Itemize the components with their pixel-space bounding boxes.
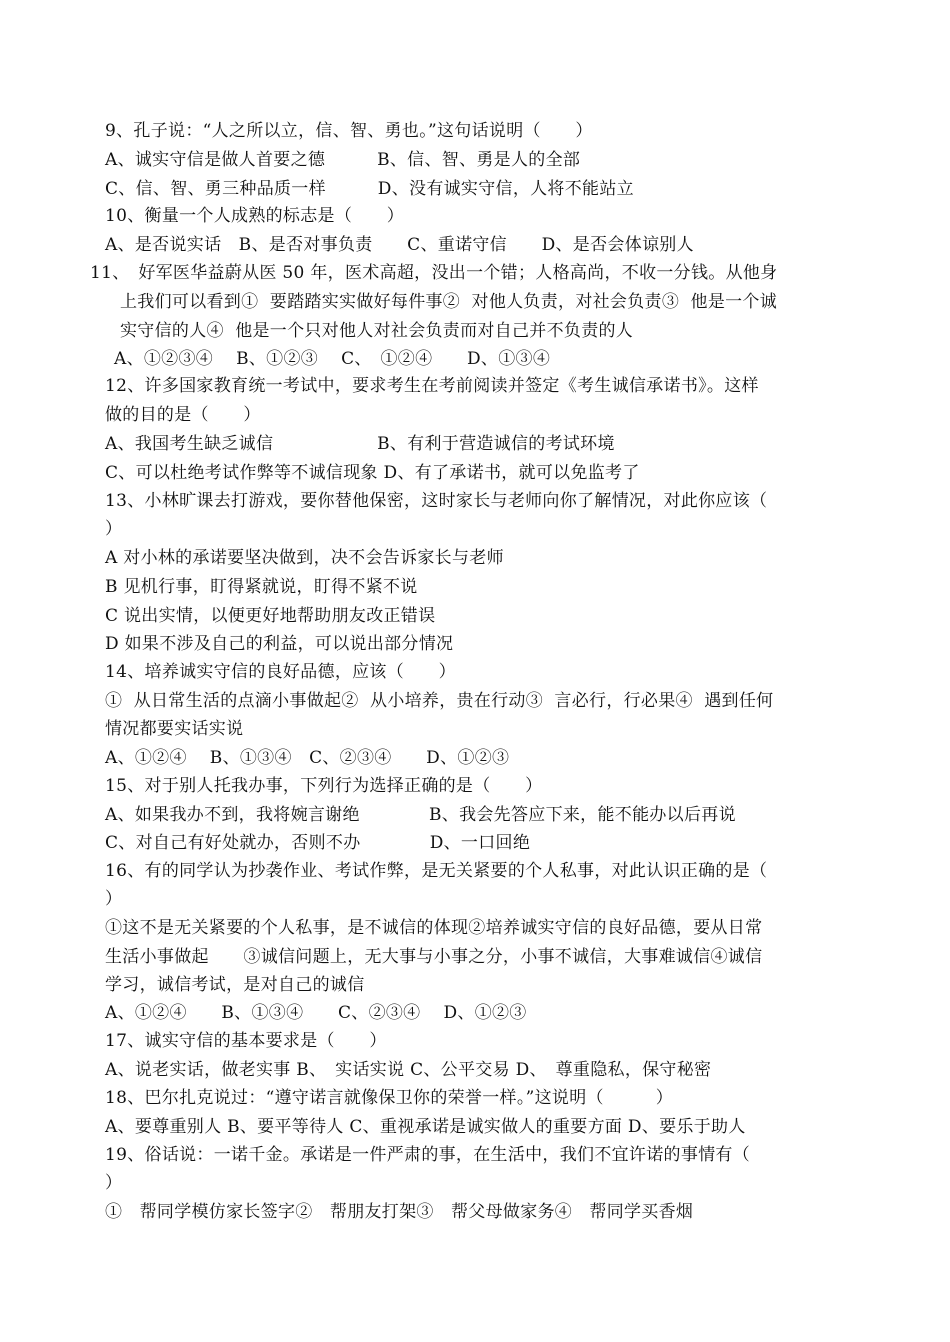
question-16-stem-line1: 16、有的同学认为抄袭作业、考试作弊，是无关紧要的个人私事，对此认识正确的是（ bbox=[105, 861, 768, 881]
question-13-option-c: C 说出实情，以便更好地帮助朋友改正错误 bbox=[105, 606, 436, 626]
question-19-stem-line2: ） bbox=[105, 1173, 123, 1193]
question-9-options-ab: A、诚实守信是做人首要之德 B、信、智、勇是人的全部 bbox=[105, 150, 581, 170]
question-17-options: A、说老实话，做老实事 B、 实话实说 C、公平交易 D、 尊重隐私，保守秘密 bbox=[105, 1060, 712, 1080]
question-11-stem-line3: 实守信的人④ 他是一个只对他人对社会负责而对自己并不负责的人 bbox=[120, 321, 634, 341]
question-16-stem-line2: ） bbox=[105, 889, 123, 909]
question-14-items-line2: 情况都要实话实说 bbox=[105, 719, 244, 739]
question-9-options-cd: C、信、智、勇三种品质一样 D、没有诚实守信，人将不能站立 bbox=[105, 179, 634, 199]
question-18-options: A、要尊重别人 B、要平等待人 C、重视承诺是诚实做人的重要方面 D、要乐于助人 bbox=[105, 1117, 746, 1137]
question-11-options: A、①②③④ B、①②③ C、 ①②④ D、①③④ bbox=[114, 349, 551, 369]
question-16-items-line2: 生活小事做起 ③诚信问题上，无大事与小事之分，小事不诚信，大事难诚信④诚信 bbox=[105, 947, 763, 967]
question-17-stem: 17、诚实守信的基本要求是（ ） bbox=[105, 1031, 387, 1051]
question-15-options-ab: A、如果我办不到，我将婉言谢绝 B、我会先答应下来，能不能办以后再说 bbox=[105, 805, 736, 825]
question-18-stem: 18、巴尔扎克说过：“遵守诺言就像保卫你的荣誉一样。”这说明（ ） bbox=[105, 1088, 674, 1108]
question-16-items-line1: ①这不是无关紧要的个人私事，是不诚信的体现②培养诚实守信的良好品德，要从日常 bbox=[105, 918, 763, 938]
question-16-items-line3: 学习，诚信考试，是对自己的诚信 bbox=[105, 975, 365, 995]
question-13-stem-line2: ） bbox=[105, 519, 123, 539]
question-13-option-a: A 对小林的承诺要坚决做到，决不会告诉家长与老师 bbox=[105, 548, 504, 568]
question-16-options: A、①②④ B、①③④ C、②③④ D、①②③ bbox=[105, 1003, 527, 1023]
question-15-options-cd: C、对自己有好处就办，否则不办 D、一口回绝 bbox=[105, 833, 531, 853]
question-11-stem-line1: 11、 好军医华益蔚从医 50 年，医术高超，没出一个错；人格高尚，不收一分钱。从他身 bbox=[90, 263, 778, 283]
question-12-stem-line2: 做的目的是（ ） bbox=[105, 405, 261, 425]
question-9-stem: 9、孔子说：“人之所以立，信、智、勇也。”这句话说明（ ） bbox=[105, 121, 593, 141]
question-13-option-d: D 如果不涉及自己的利益，可以说出部分情况 bbox=[105, 634, 454, 654]
question-10-stem: 10、衡量一个人成熟的标志是（ ） bbox=[105, 206, 405, 226]
question-14-items-line1: ① 从日常生活的点滴小事做起② 从小培养，贵在行动③ 言必行，行必果④ 遇到任何 bbox=[105, 691, 774, 711]
question-14-options: A、①②④ B、①③④ C、②③④ D、①②③ bbox=[105, 748, 510, 768]
question-19-items: ① 帮同学模仿家长签字② 帮朋友打架③ 帮父母做家务④ 帮同学买香烟 bbox=[105, 1202, 694, 1222]
question-12-options-ab: A、我国考生缺乏诚信 B、有利于营造诚信的考试环境 bbox=[105, 434, 615, 454]
question-13-stem-line1: 13、小林旷课去打游戏，要你替他保密，这时家长与老师向你了解情况，对此你应该（ bbox=[105, 491, 768, 511]
question-11-stem-line2: 上我们可以看到① 要踏踏实实做好每件事② 对他人负责，对社会负责③ 他是一个诚 bbox=[120, 292, 778, 312]
question-19-stem-line1: 19、俗话说：一诺千金。承诺是一件严肃的事，在生活中，我们不宜许诺的事情有（ bbox=[105, 1145, 751, 1165]
question-13-option-b: B 见机行事，盯得紧就说，盯得不紧不说 bbox=[105, 577, 418, 597]
question-10-options: A、是否说实话 B、是否对事负责 C、重诺守信 D、是否会体谅别人 bbox=[105, 235, 694, 255]
question-14-stem: 14、培养诚实守信的良好品德，应该（ ） bbox=[105, 662, 456, 682]
question-12-options-cd: C、可以杜绝考试作弊等不诚信现象 D、有了承诺书，就可以免监考了 bbox=[105, 463, 640, 483]
question-15-stem: 15、对于别人托我办事，下列行为选择正确的是（ ） bbox=[105, 776, 543, 796]
question-12-stem-line1: 12、许多国家教育统一考试中，要求考生在考前阅读并签定《考生诚信承诺书》。这样 bbox=[105, 376, 759, 396]
